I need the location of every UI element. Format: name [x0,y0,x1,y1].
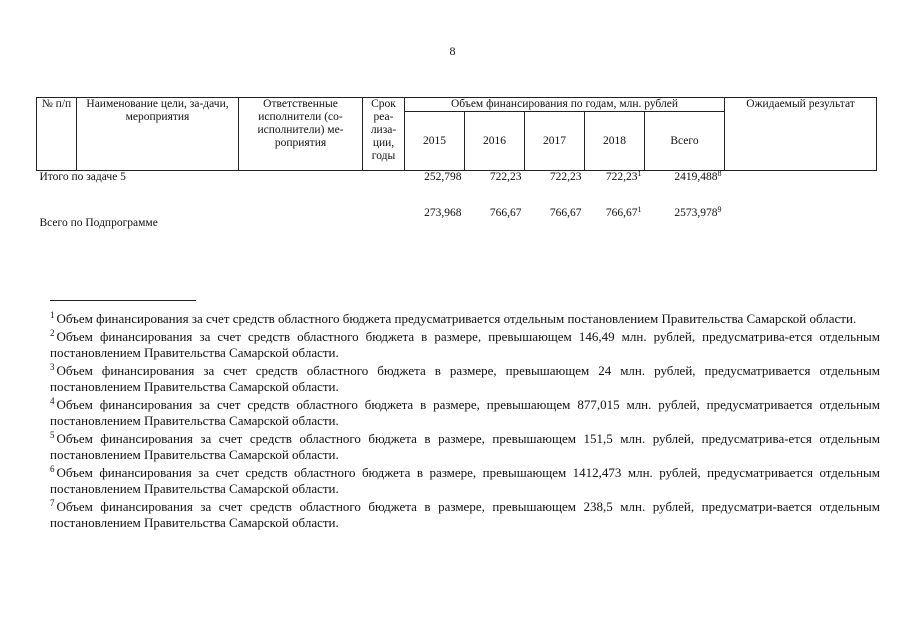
row-label: Всего по Подпрограмме [39,217,158,229]
header-num: № п/п [37,98,77,171]
header-total: Всего [645,112,725,171]
cell-2015: 273,968 [424,207,462,219]
header-year-2017: 2017 [525,112,585,171]
cell-2016: 766,67 [489,207,522,219]
header-year-2015: 2015 [405,112,465,171]
footnote-5: $^5$ Объем финансирования за счет средств областного бюджета в размере, превышающем 151,5 млн. рублей, предусматрива-ется отдельным постановлением Правительства Самарской области. [50,430,880,462]
cell-total: 2573,978$^9$ [674,205,722,219]
cell-2016: 722,23 [489,171,522,183]
cell-2017: 722,23 [549,171,582,183]
cell-2017: 766,67 [549,207,582,219]
footnotes [50,311,880,533]
header-year-2016: 2016 [465,112,525,171]
footnote-separator [50,300,196,301]
row-label: Итого по задаче 5 [39,171,126,183]
page-number: 8 [449,44,456,58]
footnote-2: $^2$ Объем финансирования за счет средств областного бюджета в размере, превышающем 146,49 млн. рублей, предусматрива-ется отдельным постановлением Правительства Самарской области. [50,328,880,360]
header-name: Наименование цели, за-дачи, мероприятия [77,98,239,171]
header-executors: Ответственные исполнители (со-исполнители) ме-роприятия [239,98,363,171]
header-year-2018: 2018 [585,112,645,171]
header-row [37,98,877,112]
cell-2018: 722,23$^1$ [605,169,642,183]
header-result: Ожидаемый результат [725,98,877,171]
header-term: Срок реа-лиза-ции, годы [363,98,405,171]
funding-table [36,97,877,230]
table-row [37,207,877,230]
table-row [37,171,877,208]
cell-total: 2419,488$^8$ [674,169,722,183]
footnote-6: $^6$ Объем финансирования за счет средств областного бюджета в размере, превышающем 1412,473 млн. рублей, предусматривается отдельным постановлением Правительства Самарской области. [50,464,880,496]
header-funding: Объем финансирования по годам, млн. рублей [405,98,725,112]
cell-2018: 766,67$^1$ [605,205,642,219]
footnote-4: $^4$ Объем финансирования за счет средств областного бюджета в размере, превышающем 877,015 млн. рублей, предусматривается отдельным постановлением Правительства Самарской области. [50,396,880,428]
footnote-3: $^3$ Объем финансирования за счет средств областного бюджета в размере, превышающем 24 млн. рублей, предусматривается отдельным постановлением Правительства Самарской области. [50,362,880,394]
footnote-1: $^1$ Объем финансирования за счет средств областного бюджета предусматривается отдельным постановлением Правительства Самарской области. [50,310,857,326]
footnote-7: $^7$ Объем финансирования за счет средств областного бюджета в размере, превышающем 238,5 млн. рублей, предусматри-вается отдельным постановлением Правительства Самарской области. [50,498,880,530]
cell-2015: 252,798 [424,171,462,183]
